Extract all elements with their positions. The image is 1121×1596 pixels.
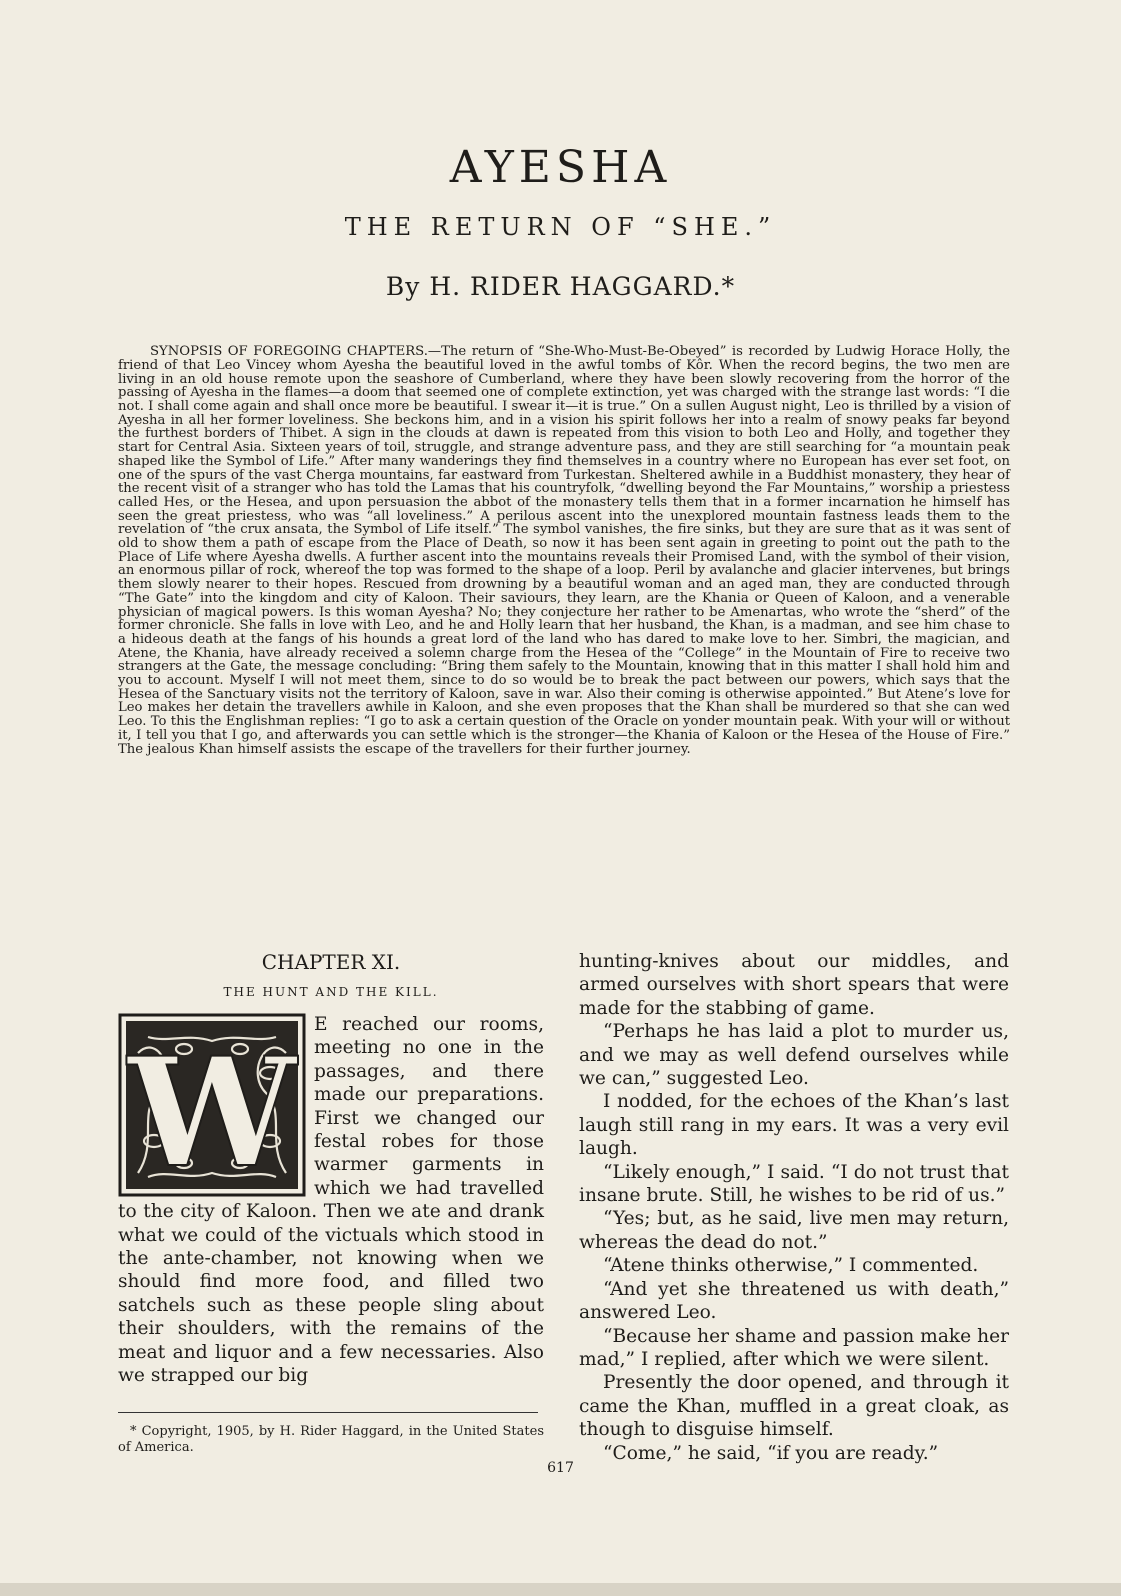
dropcap-letter: W: [127, 1025, 297, 1197]
copyright-footnote: * Copyright, 1905, by H. Rider Haggard, in the United States of America.: [118, 1424, 544, 1455]
paragraph: “Perhaps he has laid a plot to murder us, and we may as well defend ourselves while we can,” suggested Leo.: [579, 1021, 1009, 1090]
decorative-dropcap: [118, 1013, 306, 1197]
paragraph: “Atene thinks otherwise,” I commented.: [603, 1255, 979, 1277]
byline: By H. RIDER HAGGARD.*: [385, 272, 736, 301]
page-bottom-edge: [0, 1583, 1121, 1596]
footnote-divider: [118, 1412, 538, 1413]
paragraph: “Because her shame and passion make her mad,” I replied, after which we were silent.: [579, 1325, 1009, 1370]
left-column: [118, 950, 544, 1388]
article-title: AYESHA: [449, 142, 672, 193]
chapter-subheading: THE HUNT AND THE KILL.: [223, 985, 439, 999]
paragraph: “Likely enough,” I said. “I do not trust that insane brute. Still, he wishes to be rid of us.”: [579, 1161, 1009, 1207]
right-column: [579, 950, 1009, 1465]
chapter-heading: CHAPTER XI.: [261, 950, 401, 974]
paragraph: “And yet she threatened us with death,” answered Leo.: [579, 1278, 1009, 1324]
synopsis: SYNOPSIS OF FOREGOING CHAPTERS.—The return of “She-Who-Must-Be-Obeyed” is recorded by Ludwig Horace Holly, the friend of that Leo Vincey whom Ayesha the beautiful loved in the awful tombs of Kôr. When the record begins, the two men are living in an old house remote upon the seashore of Cumberland, where they have been slowly recovering from the horror of the passing of Ayesha in the flames—a doom that seemed one of complete extinction, yet was charged with the strange last words: “I die not. I shall come again and shall once more be beautiful. I swear it—it is true.” On a sullen August night, Leo is thrilled by a vision of Ayesha in all her former loveliness. She beckons him, and in a vision his spirit follows her into a realm of snowy peaks far beyond the furthest borders of Thibet. A sign in the clouds at dawn is repeated from this vision to both Leo and Holly, and together they start for Central Asia. Sixteen years of toil, struggle, and strange adventure pass, and they are still searching for “a mountain peak shaped like the Symbol of Life.” After many wanderings they find themselves in a country where no European has ever set foot, on one of the spurs of the vast Cherga mountains, far eastward from Turkestan. Sheltered awhile in a Buddhist monastery, they hear of the recent visit of a stranger who has told the Lamas that his countryfolk, “dwelling beyond the Far Mountains,” worship a priestess called Hes, or the Hesea, and upon persuasion the abbot of the monastery tells them that in a former incarnation he himself has seen the great priestess, who was “all loveliness.” A perilous ascent into the unexplored mountain fastness leads them to the revelation of “the crux ansata, the Symbol of Life itself.” The symbol vanishes, the fire sinks, but they are sure that as it was sent of old to show them a path of escape from the Place of Death, so now it has been sent again in greeting to point out the path to the Place of Life where Ayesha dwells. A further ascent into the mountains reveals their Promised Land, with the symbol of their vision, an enormous pillar of rock, whereof the top was formed to the shape of a loop. Peril by avalanche and glacier intervenes, but brings them slowly nearer to their hopes. Rescued from drowning by a beautiful woman and an aged man, they are conducted through “The Gate” into the kingdom and city of Kaloon. Their saviours, they learn, are the Khania or Queen of Kaloon, and a venerable physician of magical powers. Is this woman Ayesha? No; they conjecture her rather to be Amenartas, who wrote the “sherd” of the former chronicle. She falls in love with Leo, and he and Holly learn that her husband, the Khan, is a madman, and see him chase to a hideous death at the fangs of his hounds a great lord of the land who has dared to make love to her. Simbri, the magician, and Atene, the Khania, have already received a solemn charge from the Hesea of the “College” in the Mountain of Fire to receive two strangers at the Gate, the message concluding: “Bring them safely to the Mountain, knowing that in this matter I shall hold him and you to account. Myself I will not meet them, since to do so would be to break the pact between our powers, which says that the Hesea of the Sanctuary visits not the territory of Kaloon, save in war. Also their coming is otherwise appointed.” But Atene’s love for Leo makes her detain the travellers awhile in Kaloon, and she even proposes that the Khan shall be murdered so that she can wed Leo. To this the Englishman replies: “I go to ask a certain question of the Oracle on yonder mountain peak. With your will or without it, I tell you that I go, and afterwards you can settle which is the stronger—the Khania of Kaloon or the Hesea of the House of Fire.” The jealous Khan himself assists the escape of the travellers for their further journey.: [118, 344, 1010, 757]
paragraph: hunting-knives about our middles, and armed ourselves with short spears that were made for the stabbing of game.: [579, 951, 1009, 1019]
article-subtitle: THE RETURN OF “SHE.”: [344, 213, 777, 241]
paragraph: I nodded, for the echoes of the Khan’s last laugh still rang in my ears. It was a very evil laugh.: [579, 1091, 1009, 1160]
chapter-opening-text: E reached our rooms, meeting no one in the passages, and there made our preparations. First we changed our festal robes for those warmer garments in which we had travelled to the city of Kaloon. Then we ate and drank what we could of the victuals which stood in the ante-chamber, not knowing when we should find more food, and filled two satchels such as these people sling about their shoulders, with the remains of the meat and liquor and a few necessaries. Also we strapped our big: [118, 1014, 544, 1387]
paragraph: “Come,” he said, “if you are ready.”: [603, 1442, 939, 1464]
page-number: 617: [547, 1460, 574, 1476]
paragraph: Presently the door opened, and through it came the Khan, muffled in a great cloak, as though to disguise himself.: [579, 1372, 1009, 1441]
dropcap-ornament-icon: [118, 1013, 306, 1197]
paragraph: “Yes; but, as he said, live men may return, whereas the dead do not.”: [579, 1208, 1009, 1253]
